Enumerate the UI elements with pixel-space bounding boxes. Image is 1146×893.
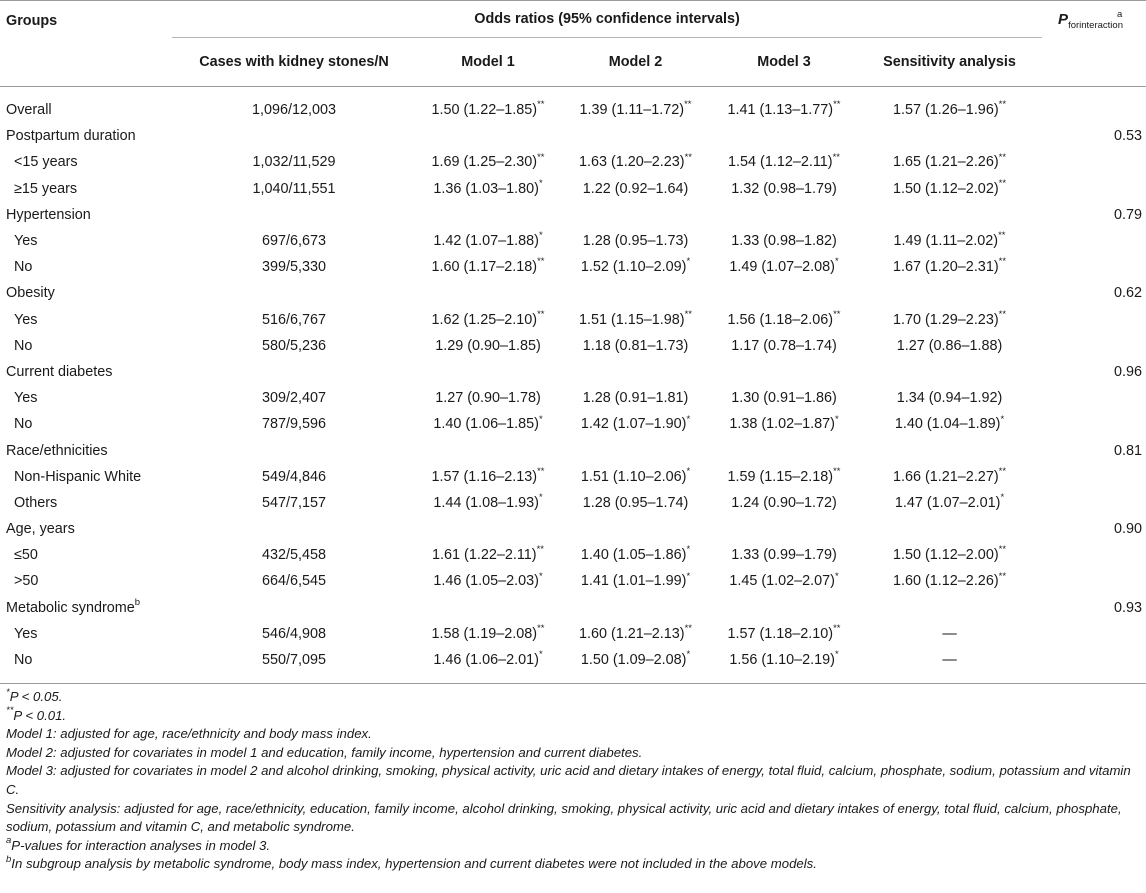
cell-p-interaction: 0.81 [1114,442,1143,459]
row-label: Hypertension [6,206,91,223]
cell-m2: 1.22 (0.92–1.64) [582,180,689,197]
row-label: Race/ethnicities [6,442,108,459]
cell-m3: 1.49 (1.07–2.08)* [729,256,839,276]
table-row [0,307,1146,333]
footnote: $^b$In subgroup analysis by metabolic syndrome, body mass index, hypertension and current diabetes were not included in the above models. [6,853,817,872]
cell-m2 [560,359,711,385]
cell-sa: 1.50 (1.12–2.02)** [893,177,1007,197]
cell-sa: 1.66 (1.21–2.27)** [893,465,1007,485]
cell-cases: 1,040/11,551 [252,180,336,197]
cell-m3 [711,437,857,463]
cell-m2: 1.52 (1.10–2.09)* [580,256,691,276]
cell-sa [857,123,1042,149]
table-row [0,176,1146,202]
table-row [0,647,1146,684]
table-row [0,333,1146,359]
cell-cases: 697/6,673 [261,233,327,250]
row-label: Yes [14,311,38,328]
cell-p-interaction [1042,542,1146,568]
cell-sa [857,595,1042,621]
table-row [0,87,1146,124]
cell-m1: 1.60 (1.17–2.18)** [431,256,545,276]
row-label: Yes [14,390,38,407]
row-label: Age, years [6,521,75,538]
row-label: ≤50 [14,547,38,564]
cell-p-interaction: 0.62 [1114,285,1143,302]
cell-m1 [416,595,560,621]
row-label: Metabolic syndrome$^b$ [6,596,141,616]
cell-sa: 1.67 (1.20–2.31)** [893,256,1007,276]
cell-cases: 516/6,767 [261,311,327,328]
cell-m1: 1.40 (1.06–1.85)* [433,413,543,433]
cell-sa: 1.70 (1.29–2.23)** [893,308,1007,328]
model3-header: Model 3 [757,54,811,70]
groups-header: Groups [6,13,58,29]
cell-p-interaction [1042,490,1146,516]
cell-m1: 1.42 (1.07–1.88)* [433,230,543,250]
cell-cases [172,595,416,621]
cell-p-interaction [1042,464,1146,490]
cell-m2: 1.60 (1.21–2.13)** [578,623,693,642]
cell-m1 [416,123,560,149]
row-label: Non-Hispanic White [14,468,142,485]
cell-cases: 309/2,407 [261,390,327,407]
cell-sa: — [942,652,957,669]
cell-m2 [560,595,711,621]
footnote: Model 2: adjusted for covariates in model 1 and education, family income, hypertension and current diabetes. [6,744,643,760]
cell-sa [857,359,1042,385]
footnote: Model 1: adjusted for age, race/ethnicity and body mass index. [6,726,372,742]
cell-m1: 1.62 (1.25–2.10)** [431,308,545,328]
table-row [0,595,1146,621]
footnote: *P < 0.05. [6,686,63,704]
cell-m3: 1.33 (0.99–1.79) [731,547,837,564]
table-row [0,621,1146,647]
table-row [0,202,1146,228]
footnote: $^a$P-values for interaction analyses in model 3. [6,835,271,853]
cell-m3: 1.57 (1.18–2.10)** [727,623,841,642]
cell-m3 [711,359,857,385]
table-row [0,280,1146,306]
row-label: No [14,416,33,433]
cell-m3: 1.30 (0.91–1.86) [731,390,837,407]
cell-m1 [416,516,560,542]
table-row [0,359,1146,385]
cell-p-interaction [1042,568,1146,594]
table-body [0,87,1146,684]
cell-m1: 1.44 (1.08–1.93)* [433,492,543,511]
sensitivity-header: Sensitivity analysis [883,54,1016,70]
table-row [0,123,1146,149]
cell-p-interaction [1042,254,1146,280]
cell-m2: 1.18 (0.81–1.73) [582,337,689,354]
cell-sa [857,202,1042,228]
row-label: <15 years [14,154,78,171]
cell-p-interaction: 0.96 [1114,363,1143,380]
cell-sa: 1.50 (1.12–2.00)** [893,544,1007,564]
p-superscript: a [1116,9,1123,20]
cell-p-interaction [1042,385,1146,411]
cell-p-interaction [1042,411,1146,437]
table-row [0,149,1146,175]
cell-sa [857,280,1042,306]
cell-m3: 1.38 (1.02–1.87)* [729,413,839,433]
cell-m3: 1.32 (0.98–1.79) [731,180,837,197]
cell-m2: 1.28 (0.91–1.81) [582,390,689,407]
cell-m1 [416,437,560,463]
cell-m3 [711,516,857,542]
cell-m2: 1.63 (1.20–2.23)** [578,151,693,171]
cell-m2: 1.41 (1.01–1.99)* [580,570,691,590]
model1-header: Model 1 [461,54,515,70]
cell-sa: 1.49 (1.11–2.02)** [893,230,1006,250]
cell-m3: 1.56 (1.10–2.19)* [729,649,839,669]
table-row [0,568,1146,594]
cell-cases [172,437,416,463]
row-label: Postpartum duration [6,128,136,145]
row-label: No [14,259,33,276]
row-label: Obesity [6,285,55,302]
cell-m3: 1.56 (1.18–2.06)** [727,308,841,328]
cell-m2 [560,437,711,463]
cell-cases [172,202,416,228]
cell-m1 [416,202,560,228]
cell-cases: 664/6,545 [261,573,327,590]
table-row [0,411,1146,437]
cell-m2: 1.28 (0.95–1.73) [582,233,689,250]
cell-cases [172,359,416,385]
cell-cases: 547/7,157 [261,494,327,511]
cell-p-interaction [1042,333,1146,359]
cell-m1: 1.58 (1.19–2.08)** [431,623,545,642]
cell-sa: 1.47 (1.07–2.01)* [894,492,1005,511]
cell-m1 [416,280,560,306]
cell-sa: 1.27 (0.86–1.88) [896,337,1003,354]
cell-m3: 1.24 (0.90–1.72) [731,494,837,511]
cell-m3: 1.17 (0.78–1.74) [731,337,837,354]
cell-m2 [560,280,711,306]
cell-cases [172,280,416,306]
cell-p-interaction [1042,228,1146,254]
cell-m3: 1.45 (1.02–2.07)* [729,570,839,590]
cell-p-interaction [1042,87,1146,124]
cell-cases [172,516,416,542]
table-footnotes [6,688,1142,874]
p-interaction-header [1042,1,1146,87]
cell-sa: 1.34 (0.94–1.92) [896,390,1003,407]
cell-m2: 1.51 (1.15–1.98)** [578,308,693,328]
cell-m1: 1.46 (1.05–2.03)* [433,570,543,590]
cell-sa [857,516,1042,542]
cell-p-interaction [1042,149,1146,175]
cell-cases: 546/4,908 [261,625,327,642]
cell-p-interaction: 0.79 [1114,206,1143,223]
cell-m2: 1.51 (1.10–2.06)* [580,465,691,485]
cell-m1: 1.69 (1.25–2.30)** [431,151,545,171]
cell-m2: 1.42 (1.07–1.90)* [580,413,691,433]
cell-m3: 1.54 (1.12–2.11)** [728,151,840,171]
cell-cases: 787/9,596 [261,416,327,433]
cell-m3 [711,202,857,228]
cell-m2: 1.50 (1.09–2.08)* [580,649,691,669]
cell-m2: 1.39 (1.11–1.72)** [579,99,692,119]
cases-header: Cases with kidney stones/N [199,54,389,70]
cell-m3: 1.41 (1.13–1.77)** [727,99,841,119]
cell-m1: 1.57 (1.16–2.13)** [431,465,545,485]
cell-cases: 1,032/11,529 [252,154,336,171]
cell-m3 [711,595,857,621]
row-label: Yes [14,233,38,250]
cell-m2 [560,123,711,149]
p-subscript: forinteraction [1068,20,1123,31]
cell-cases: 1,096/12,003 [251,102,337,119]
cell-p-interaction [1042,621,1146,647]
cell-m1: 1.46 (1.06–2.01)* [433,649,543,669]
cell-p-interaction: 0.53 [1114,128,1143,145]
cell-cases: 580/5,236 [261,337,327,354]
table-row [0,385,1146,411]
cell-p-interaction: 0.90 [1114,521,1143,538]
table-row [0,464,1146,490]
cell-m2: 1.40 (1.05–1.86)* [580,544,691,564]
row-label: No [14,652,33,669]
cell-sa: 1.57 (1.26–1.96)** [893,99,1007,119]
table-row [0,542,1146,568]
cell-cases [172,123,416,149]
footnote: Sensitivity analysis: adjusted for age, race/ethnicity, education, family income, alcohol drinking, smoking, physical activity, uric acid and dietary intakes of energy, total fluid, calcium, phosphate, sodium, potassium and vitamin C, and metabolic syndrome. [6,800,1122,835]
table-row [0,516,1146,542]
cell-m2: 1.28 (0.95–1.74) [582,494,689,511]
cell-sa: 1.60 (1.12–2.26)** [893,570,1007,590]
cell-sa: — [942,625,957,642]
odds-ratios-header: Odds ratios (95% confidence intervals) [474,11,740,27]
cell-p-interaction [1042,176,1146,202]
table-row [0,490,1146,516]
cell-m2 [560,516,711,542]
row-label: ≥15 years [14,180,78,197]
cell-m3 [711,280,857,306]
row-label: No [14,337,33,354]
cell-cases: 432/5,458 [261,547,327,564]
cell-m3 [711,123,857,149]
cell-m3: 1.59 (1.15–2.18)** [727,465,841,485]
cell-m1: 1.50 (1.22–1.85)** [431,99,545,119]
row-label: Others [14,494,58,511]
cell-cases: 549/4,846 [261,468,327,485]
row-label: Overall [6,102,52,119]
cell-sa: 1.65 (1.21–2.26)** [893,151,1007,171]
cell-cases: 399/5,330 [261,259,327,276]
row-label: Yes [14,625,38,642]
cell-cases: 550/7,095 [261,652,327,669]
row-label: >50 [14,573,39,590]
cell-sa [857,437,1042,463]
cell-m1: 1.27 (0.90–1.78) [435,390,541,407]
cell-m1: 1.36 (1.03–1.80)* [433,177,543,197]
cell-m1: 1.29 (0.90–1.85) [435,337,541,354]
cell-m1 [416,359,560,385]
cell-sa: 1.40 (1.04–1.89)* [894,413,1005,433]
footnote: **P < 0.01. [6,705,67,723]
p-letter: P [1058,11,1069,28]
cell-p-interaction [1042,647,1146,684]
model2-header: Model 2 [608,54,663,70]
cell-m2 [560,202,711,228]
table-row [0,437,1146,463]
cell-p-interaction: 0.93 [1114,599,1143,616]
cell-m1: 1.61 (1.22–2.11)** [432,544,544,564]
cell-m3: 1.33 (0.98–1.82) [731,233,837,250]
cell-p-interaction [1042,307,1146,333]
row-label: Current diabetes [6,363,113,380]
table-row [0,254,1146,280]
table-row [0,228,1146,254]
footnote: Model 3: adjusted for covariates in model 2 and alcohol drinking, smoking, physical activity, uric acid and dietary intakes of energy, total fluid, calcium, phosphate, sodium, potassium and vitamin C. [6,763,1131,797]
